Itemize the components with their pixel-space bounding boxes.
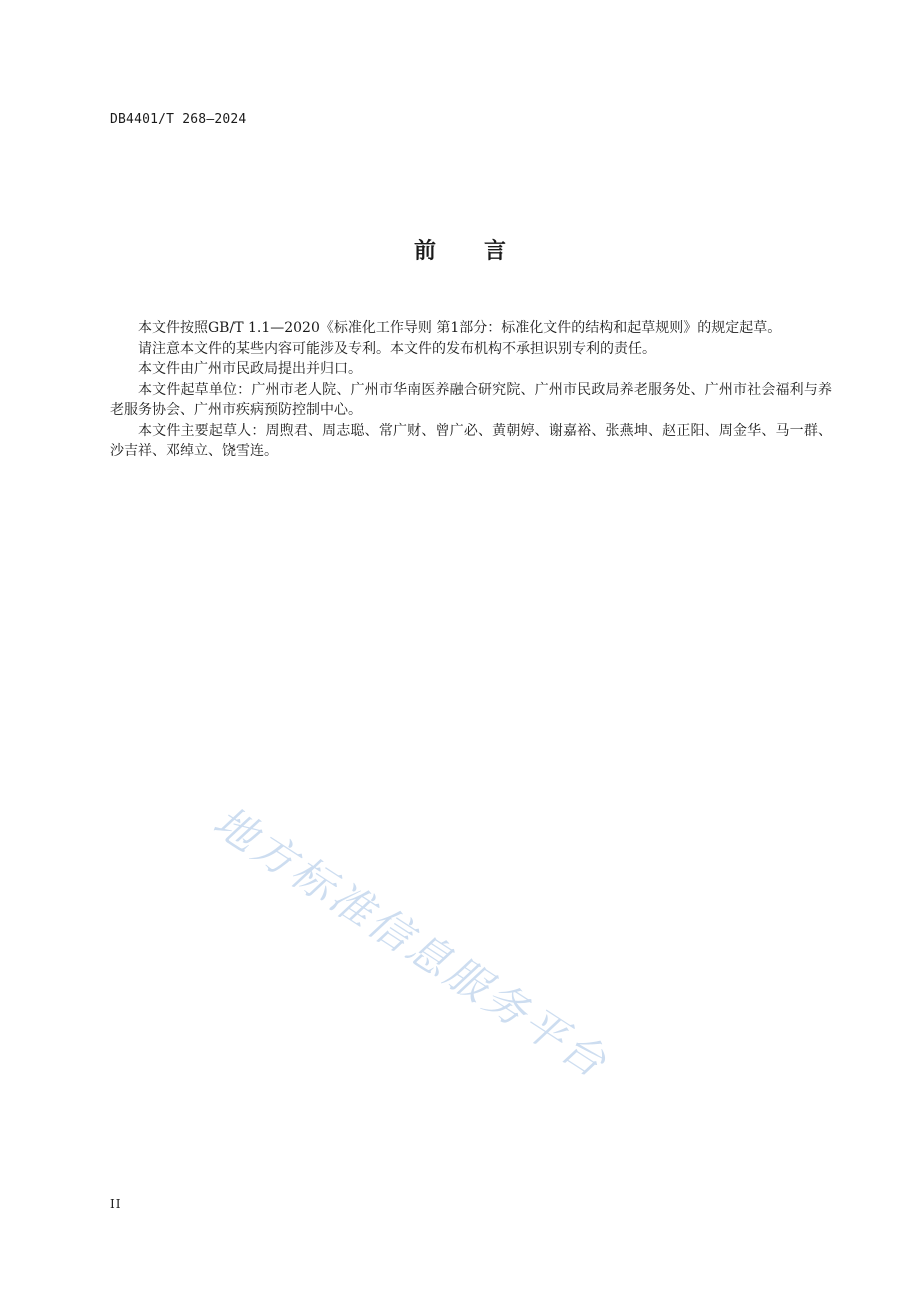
page-title: 前言 xyxy=(413,238,554,264)
paragraph-proposer: 本文件由广州市民政局提出并归口。 xyxy=(138,361,362,377)
paragraph-drafting-rules: 本文件按照GB/T 1.1—2020《标准化工作导则 第1部分：标准化文件的结构和起草规则》的规定起草。 xyxy=(138,320,782,336)
document-code: DB4401/T 268—2024 xyxy=(110,112,247,127)
paragraph-drafting-units: 本文件起草单位：广州市老人院、广州市华南医养融合研究院、广州市民政局养老服务处、广州市社会福利与养老服务协会、广州市疾病预防控制中心。 xyxy=(110,381,832,418)
watermark: 地方标准信息服务平台 xyxy=(204,796,618,1089)
page-number: II xyxy=(110,1197,122,1211)
paragraph-drafters: 本文件主要起草人：周煦君、周志聪、常广财、曾广必、黄朝婷、谢嘉裕、张燕坤、赵正阳、周金华、马一群、沙吉祥、邓绰立、饶雪连。 xyxy=(110,422,832,459)
paragraph-patent-notice: 请注意本文件的某些内容可能涉及专利。本文件的发布机构不承担识别专利的责任。 xyxy=(138,340,656,357)
foreword-body xyxy=(110,318,832,462)
